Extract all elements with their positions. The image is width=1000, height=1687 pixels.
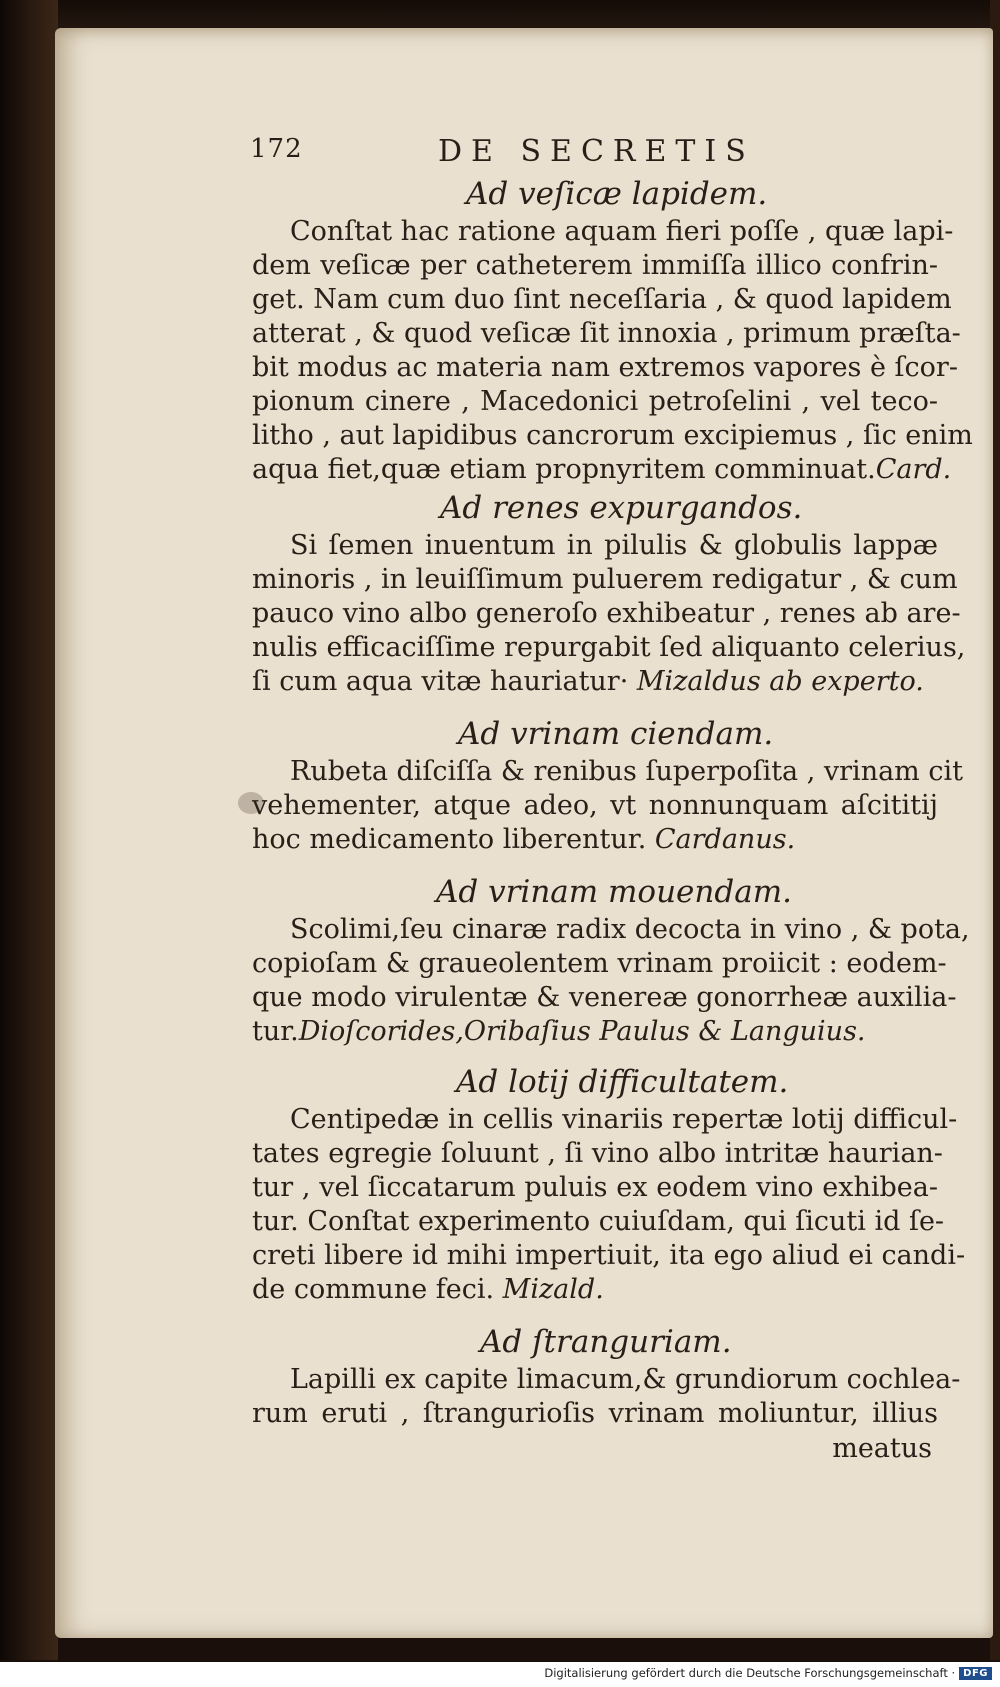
text-line: Lapilli ex capite limacum,& grundiorum cochlea-: [290, 1364, 961, 1395]
text-line: tur , vel ſiccatarum puluis ex eodem vino exhibea-: [252, 1172, 938, 1203]
line-text: tur.: [252, 1016, 299, 1047]
text-line: Conſtat hac ratione aquam fieri poſſe , quæ lapi-: [290, 216, 954, 247]
text-line: [252, 666, 938, 697]
ink-blot: [238, 792, 264, 814]
text-line: tur. Conſtat experimento cuiuſdam, qui ſicuti id ſe-: [252, 1206, 945, 1237]
line-text: hoc medicamento liberentur.: [252, 824, 647, 855]
text-line: dem veſicæ per catheterem immiſſa illico confrin-: [252, 250, 938, 281]
dfg-logo-icon: DFG: [959, 1667, 992, 1680]
section-heading: Ad ſtranguriam.: [480, 1324, 732, 1360]
text-line: Centipedæ in cellis vinariis repertæ lotij difficul-: [290, 1104, 958, 1135]
line-text: ſi cum aqua vitæ hauriatur·: [252, 666, 629, 697]
source-citation: Card.: [875, 454, 952, 485]
text-line: pionum cinere , Macedonici petroſelini , vel teco-: [252, 386, 938, 417]
page-number: 172: [250, 134, 303, 164]
section-heading: Ad vrinam ciendam.: [458, 716, 774, 752]
text-line: [252, 1016, 938, 1047]
credit-text: Digitalisierung gefördert durch die Deutsche Forschungsgemeinschaft ·: [544, 1666, 956, 1680]
line-text: de commune feci.: [252, 1274, 495, 1305]
text-line: minoris , in leuiſſimum puluerem redigatur , & cum: [252, 564, 958, 595]
section-heading: Ad lotij difficultatem.: [456, 1064, 789, 1100]
text-line: creti libere id mihi impertiuit, ita ego aliud ei candi-: [252, 1240, 966, 1271]
text-line: Rubeta diſciſſa & renibus ſuperpoſita , vrinam cit: [290, 756, 963, 787]
text-line: [252, 1274, 938, 1305]
text-line: Si ſemen inuentum in pilulis & globulis lappæ: [290, 530, 938, 561]
text-line: Scolimi,ſeu cinaræ radix decocta in vino , & pota,: [290, 914, 970, 945]
text-line: vehementer, atque adeo, vt nonnunquam aſcititij: [252, 790, 938, 821]
text-line: nulis efficaciſſime repurgabit ſed aliquanto celerius,: [252, 632, 966, 663]
text-line: atterat , & quod veſicæ ſit innoxia , primum præſta-: [252, 318, 961, 349]
text-line: pauco vino albo generoſo exhibeatur , renes ab are-: [252, 598, 961, 629]
section-heading: Ad veſicæ lapidem.: [466, 176, 768, 212]
text-line: copioſam & graueolentem vrinam proiicit : eodem-: [252, 948, 947, 979]
text-line: [252, 824, 938, 855]
digitization-credit: [544, 1666, 992, 1680]
line-text: aqua fiet,quæ etiam propnyritem comminuat.: [252, 454, 876, 485]
text-line: litho , aut lapidibus cancrorum excipiemus , ſic enim: [252, 420, 973, 451]
running-head: DE SECRETIS: [438, 134, 755, 169]
source-citation: Dioſcorides,Oribaſius Paulus & Languius.: [298, 1016, 866, 1047]
text-line: tates egregie ſoluunt , ſi vino albo intritæ haurian-: [252, 1138, 943, 1169]
section-heading: Ad renes expurgandos.: [440, 490, 803, 526]
text-line: que modo virulentæ & venereæ gonorrheæ auxilia-: [252, 982, 957, 1013]
text-line: get. Nam cum duo ſint neceſſaria , & quod lapidem: [252, 284, 952, 315]
text-line: [252, 454, 952, 485]
source-citation: Mizald.: [502, 1274, 604, 1305]
section-heading: Ad vrinam mouendam.: [436, 874, 792, 910]
text-line: rum eruti , ſtrangurioſis vrinam moliuntur, illius: [252, 1398, 938, 1429]
source-citation: Mizaldus ab experto.: [636, 666, 924, 697]
catchword: meatus: [832, 1433, 932, 1464]
text-line: bit modus ac materia nam extremos vapores è ſcor-: [252, 352, 958, 383]
source-citation: Cardanus.: [654, 824, 796, 855]
